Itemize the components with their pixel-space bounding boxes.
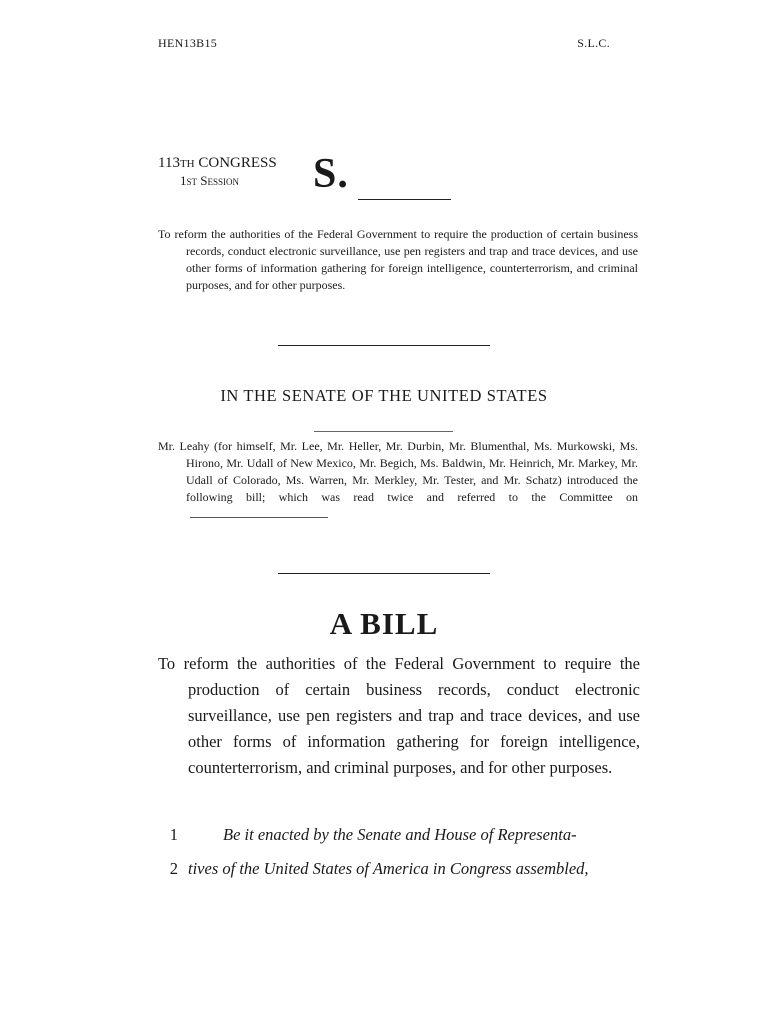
long-purpose: To reform the authorities of the Federal Government to require the production of certain business records, conduct electronic surveillance, use pen registers and trap and trace devices, and use other forms of information gathering for foreign intelligence, counterterrorism, and criminal purposes, and for other purposes. [158, 654, 640, 777]
line-number: 1 [169, 825, 178, 844]
enacting-line [158, 852, 610, 886]
congress-number: 113th CONGRESS [158, 155, 277, 171]
line-text: Be it enacted by the Senate and House of Representa- [223, 825, 577, 844]
committee-blank [190, 507, 328, 518]
enacting-line [158, 818, 610, 852]
office-initials: S.L.C. [577, 36, 610, 50]
divider-rule [278, 345, 490, 346]
sponsors-paragraph [158, 438, 638, 523]
document-code: HEN13B15 [158, 36, 218, 50]
short-purpose: To reform the authorities of the Federal Government to require the production of certain business records, conduct electronic surveillance, use pen registers and trap and trace devices, and use other forms of information gathering for foreign intelligence, counterterrorism, and criminal purposes, and for other purposes. [158, 227, 638, 292]
congress-session-block [158, 155, 277, 189]
bill-number-blank [358, 199, 451, 200]
line-number: 2 [169, 859, 178, 878]
thin-divider [314, 431, 453, 432]
sponsors-text: Mr. Leahy (for himself, Mr. Lee, Mr. Heller, Mr. Durbin, Mr. Blumenthal, Ms. Murkowski, Ms. Hirono, Mr. Udall of New Mexico, Mr. Begich, Ms. Baldwin, Mr. Heinrich, Mr. Markey, Mr. Udall of Colorado, Ms. Warren, Mr. Merkley, Mr. Tester, and Mr. Schatz) introduced the following bill; which was read twice and referred to the Committee on [158, 439, 638, 504]
bill-designation: S. [313, 151, 349, 197]
chamber-heading: IN THE SENATE OF THE UNITED STATES [220, 386, 548, 405]
bill-heading: A BILL [329, 606, 439, 641]
divider-rule [278, 573, 490, 574]
line-text: tives of the United States of America in Congress assembled, [188, 859, 589, 878]
session-number: 1st Session [180, 173, 239, 188]
